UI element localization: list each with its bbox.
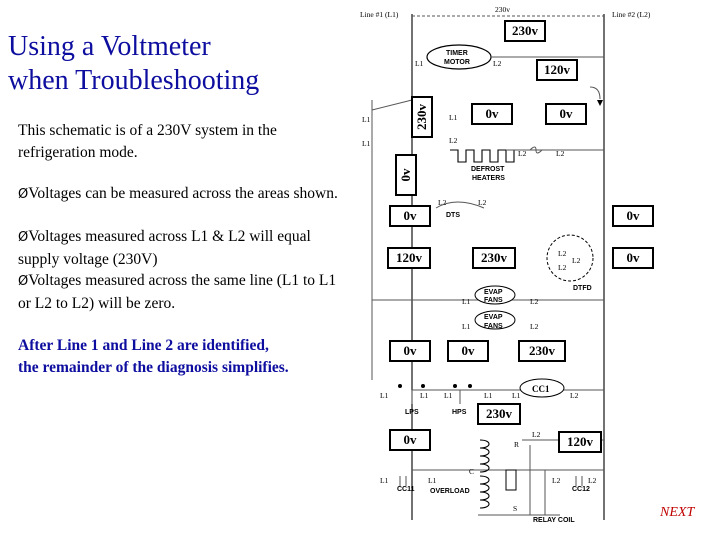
voltage-reading: [390, 341, 430, 361]
l2-tag: L2: [552, 476, 561, 485]
voltage-reading: [613, 248, 653, 268]
bullet-arrow-icon: Ø: [18, 274, 29, 289]
l1-tag: L1: [415, 59, 424, 68]
voltage-value: 230v: [414, 104, 429, 130]
voltage-value: 0v: [461, 343, 475, 358]
l2-tag: L2: [558, 249, 567, 258]
voltage-reading: [412, 97, 432, 137]
evap-fan-label: EVAP: [484, 314, 503, 321]
voltage-reading: [390, 430, 430, 450]
bullet-arrow-icon: Ø: [18, 230, 29, 245]
voltage-value: 120v: [567, 434, 593, 449]
s-tag: S: [513, 504, 518, 513]
run-winding: [480, 440, 489, 472]
overload-label: OVERLOAD: [430, 488, 470, 495]
voltage-value: 230v: [481, 250, 507, 265]
l2-tag: L2: [493, 59, 502, 68]
l1-tag: L1: [380, 391, 389, 400]
voltage-reading: [559, 432, 601, 452]
l1-tag: L1: [420, 391, 429, 400]
defrost-label-2: HEATERS: [472, 175, 505, 182]
l1-tag: L1: [512, 391, 521, 400]
voltage-value: 120v: [396, 250, 422, 265]
voltage-reading: [448, 341, 488, 361]
l2-tag: L2: [518, 149, 527, 158]
l2-tag: L2: [438, 198, 447, 207]
l2-tag: L2: [478, 198, 487, 207]
start-winding: [480, 476, 489, 508]
l2-tag: L2: [530, 297, 539, 306]
description-text: This schematic is of a 230V system in the refrigeration mode.: [18, 122, 277, 161]
voltage-reading: [613, 206, 653, 226]
voltage-reading: [472, 104, 512, 124]
l2-tag: L2: [556, 149, 565, 158]
bullet-1-text: Voltages can be measured across the areas shown.: [28, 185, 338, 202]
bullet-arrow-icon: Ø: [18, 187, 29, 202]
evap-fan-label: FANS: [484, 323, 503, 330]
l1-tag: L1: [362, 115, 371, 124]
l1-tag: L1: [428, 476, 437, 485]
bullet-3-text: Voltages measured across the same line (L1 to L1 or L2 to L2) will be zero.: [18, 272, 337, 312]
l1-tag: L1: [462, 297, 471, 306]
l2-tag: L2: [570, 391, 579, 400]
hps-label: HPS: [452, 409, 467, 416]
start-capacitor: [506, 470, 516, 490]
voltage-value: 0v: [626, 250, 640, 265]
l2-tag: L2: [572, 256, 581, 265]
dtfd-label: DTFD: [573, 285, 592, 292]
voltage-value: 0v: [403, 208, 417, 223]
voltage-value: 0v: [398, 168, 413, 182]
l2-tag: L2: [588, 476, 597, 485]
line2-label: Line #2 (L2): [612, 10, 651, 19]
voltage-reading: [396, 155, 416, 195]
voltage-value: 230v: [486, 406, 512, 421]
dts-label: DTS: [446, 212, 460, 219]
timer-label-1: TIMER: [446, 50, 468, 57]
title-line-1: Using a Voltmeter: [8, 31, 211, 62]
note-line-2: the remainder of the diagnosis simplifies.: [18, 359, 289, 376]
l1-tag: L1: [449, 113, 458, 122]
voltage-value: 0v: [403, 432, 417, 447]
voltage-reading: [388, 248, 430, 268]
l1-tag: L1: [362, 139, 371, 148]
voltage-reading: [478, 404, 520, 424]
voltage-value: 230v: [512, 23, 538, 38]
voltage-reading: [519, 341, 565, 361]
l1-tag: L1: [462, 322, 471, 331]
l2-tag: L2: [530, 322, 539, 331]
voltage-value: 0v: [559, 106, 573, 121]
r-tag: R: [514, 440, 520, 449]
voltage-value: 0v: [403, 343, 417, 358]
voltage-reading: [505, 21, 545, 41]
l1-tag: L1: [484, 391, 493, 400]
c-tag: C: [469, 467, 475, 476]
cc11-label: CC11: [397, 486, 415, 493]
note-line-1: After Line 1 and Line 2 are identified,: [18, 337, 269, 354]
l2-tag: L2: [558, 263, 567, 272]
voltage-value: 0v: [485, 106, 499, 121]
evap-fan-label: EVAP: [484, 289, 503, 296]
voltage-reading: [390, 206, 430, 226]
relay-coil-label: RELAY COIL: [533, 517, 575, 524]
line1-label: Line #1 (L1): [360, 10, 399, 19]
title-line-2: when Troubleshooting: [8, 65, 260, 96]
l2-tag: L2: [449, 136, 458, 145]
voltage-value: 120v: [544, 62, 570, 77]
voltage-reading: [537, 60, 577, 80]
timer-label-2: MOTOR: [444, 59, 470, 66]
voltage-reading: [546, 104, 586, 124]
l1-tag: L1: [444, 391, 453, 400]
l1-tag: L1: [380, 476, 389, 485]
evap-fan-label: FANS: [484, 297, 503, 304]
lps-label: LPS: [405, 409, 419, 416]
top-voltage-label: 230v: [495, 5, 510, 14]
defrost-label-1: DEFROST: [471, 166, 505, 173]
cc1-label: CC1: [532, 384, 550, 394]
dtfd-switch: [547, 235, 593, 281]
bullet-2-text: Voltages measured across L1 & L2 will equal supply voltage (230V): [18, 228, 311, 268]
defrost-heater-element: [450, 150, 514, 162]
voltage-value: 0v: [626, 208, 640, 223]
cc12-label: CC12: [572, 486, 590, 493]
l2-tag: L2: [532, 430, 541, 439]
voltage-reading: [473, 248, 515, 268]
next-link[interactable]: NEXT: [660, 505, 695, 520]
voltage-value: 230v: [529, 343, 555, 358]
